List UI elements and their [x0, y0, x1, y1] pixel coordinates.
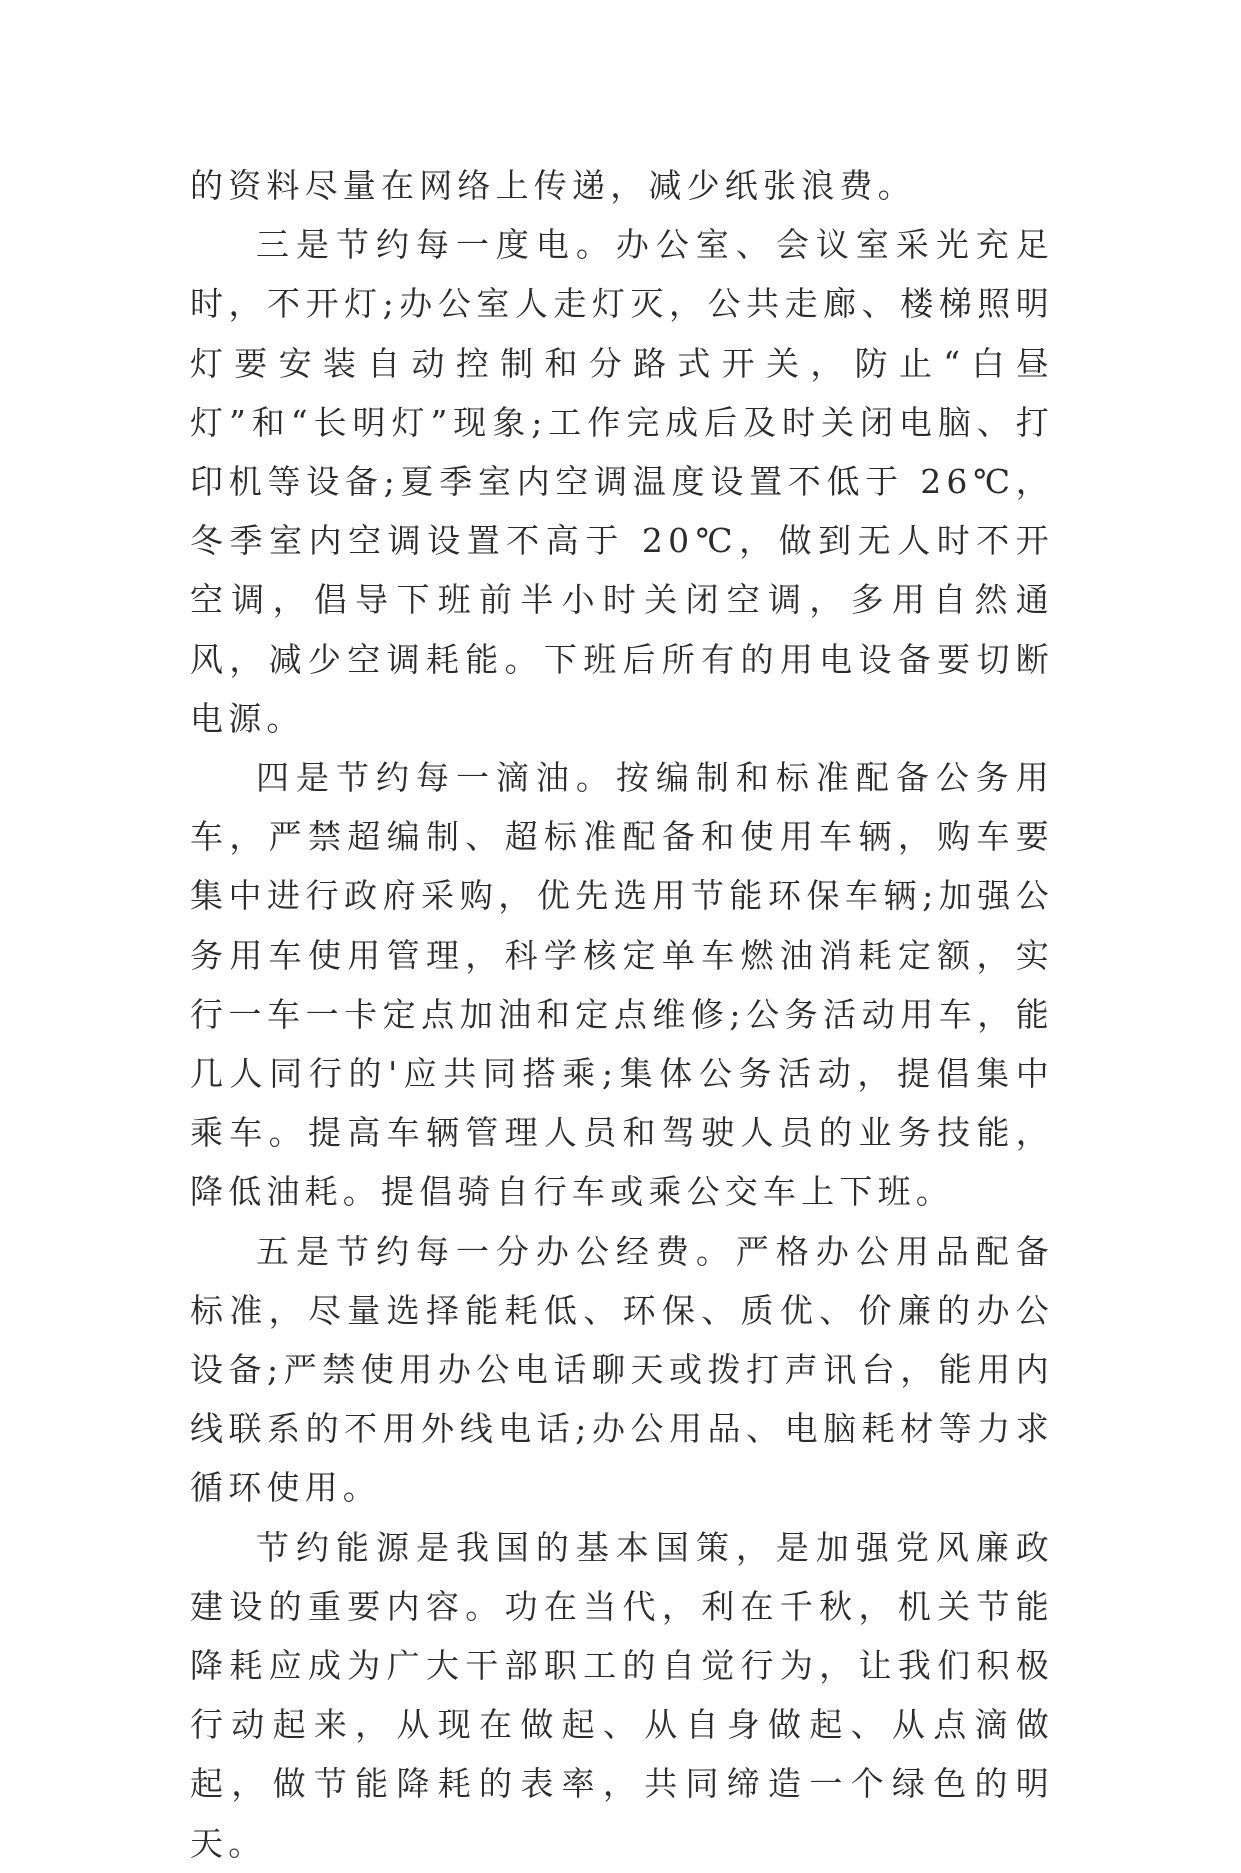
paragraph-conclusion: 节约能源是我国的基本国策，是加强党风廉政建设的重要内容。功在当代，利在千秋，机关节能降耗应成为广大干部职工的自觉行为，让我们积极行动起来，从现在做起、从自身做起、从点滴做起，做节能降耗的表率，共同缔造一个绿色的明天。	[190, 1527, 1054, 1863]
paragraph-save-office-funds: 五是节约每一分办公经费。严格办公用品配备标准，尽量选择能耗低、环保、质优、价廉的办公设备;严禁使用办公电话聊天或拨打声讯台，能用内线联系的不用外线电话;办公用品、电脑耗材等力求循环使用。	[190, 1231, 1054, 1508]
paragraph-continuation: 的资料尽量在网络上传递，减少纸张浪费。	[190, 166, 916, 205]
paragraph-save-electricity: 三是节约每一度电。办公室、会议室采光充足时，不开灯;办公室人走灯灭，公共走廊、楼梯照明灯要安装自动控制和分路式开关，防止“白昼灯”和“长明灯”现象;工作完成后及时关闭电脑、打印机等设备;夏季室内空调温度设置不低于 26℃，冬季室内空调设置不高于 20℃，做到无人时不开空调，倡导下班前半小时关闭空调，多用自然通风，减少空调耗能。下班后所有的用电设备要切断电源。	[190, 225, 1054, 738]
document-body	[190, 156, 1054, 1873]
paragraph-save-oil: 四是节约每一滴油。按编制和标准配备公务用车，严禁超编制、超标准配备和使用车辆，购车要集中进行政府采购，优先选用节能环保车辆;加强公务用车使用管理，科学核定单车燃油消耗定额，实行一车一卡定点加油和定点维修;公务活动用车，能几人同行的'应共同搭乘;集体公务活动，提倡集中乘车。提高车辆管理人员和驾驶人员的业务技能，降低油耗。提倡骑自行车或乘公交车上下班。	[190, 758, 1054, 1212]
